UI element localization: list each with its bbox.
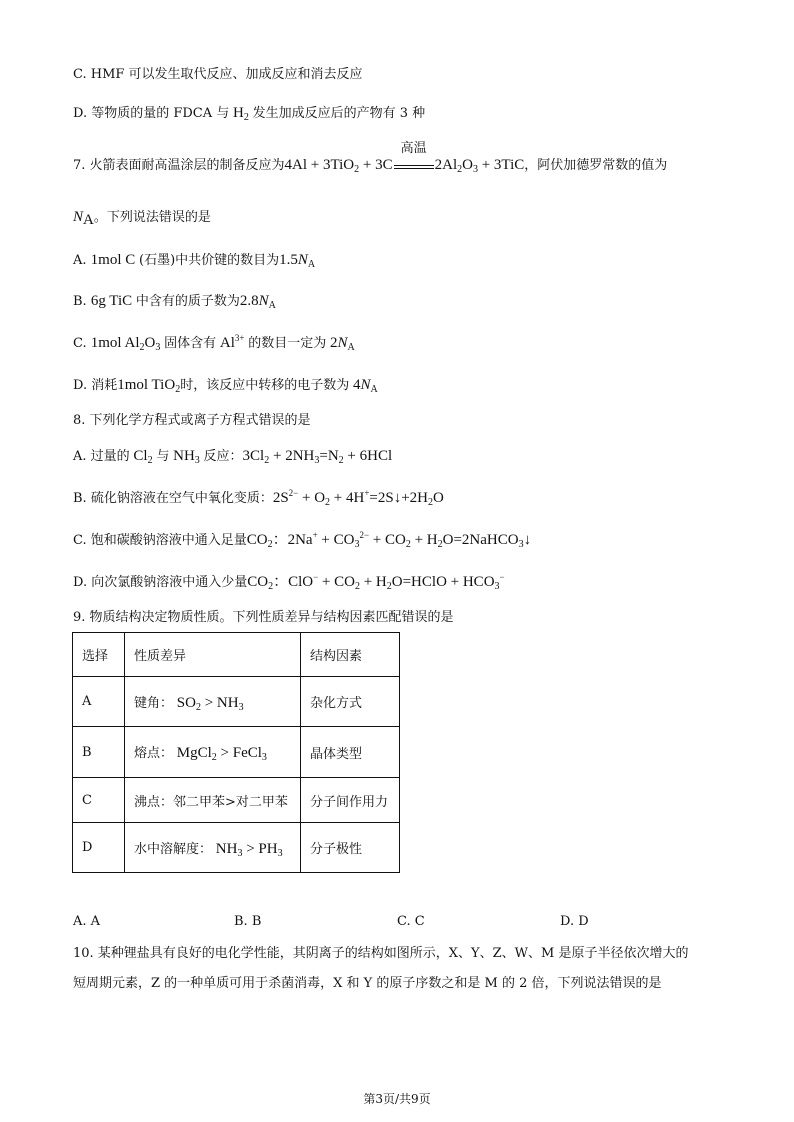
option-d: D. D — [560, 914, 589, 929]
question-10-line2: 短周期元素，Z 的一种单质可用于杀菌消毒，X 和 Y 的原子序数之和是 M 的 2 倍，下列说法错误的是 — [73, 976, 662, 991]
question-7-na: $N_A$。下列说法错误的是 — [73, 209, 211, 228]
table-header: 结构因素 — [301, 633, 400, 677]
q8-option-d: D. 向次氯酸钠溶液中通入少量$CO_2$：$ClO^- + CO_2$ + $H_2O=HClO + HCO_3^-$ — [73, 572, 505, 592]
table-row: C 沸点：邻二甲苯>对二甲苯 分子间作用力 — [73, 778, 400, 823]
q7-option-d: D. 消耗1mol TiO$_2$时，该反应中转移的电子数为 $4N_A$ — [73, 377, 378, 395]
q7-option-a: A. 1mol C (石墨)中共价键的数目为$1.5N_A$ — [73, 252, 316, 270]
table-row: D 水中溶解度： $NH_3 > PH_3$ 分子极性 — [73, 823, 400, 873]
q9-table — [72, 632, 400, 873]
table-header-row — [73, 633, 400, 677]
table-header: 选择 — [73, 633, 125, 677]
question-8: 8. 下列化学方程式或离子方程式错误的是 — [73, 413, 311, 428]
q8-option-c: C. 饱和碳酸钠溶液中通入足量$CO_2$：$2Na^+ + CO_3^{2-} + CO_2$ + $H_2O=2NaHCO_3↓$ — [73, 530, 532, 550]
option-c-hmf: C. HMF 可以发生取代反应、加成反应和消去反应 — [73, 67, 363, 82]
q7-option-b: B. 6g TiC 中含有的质子数为$2.8N_A$ — [73, 293, 276, 311]
q8-option-a: A. 过量的 $Cl_2$ 与 $NH_3$ 反应：$3Cl_2 + 2NH_3=N_2 + 6HCl$ — [73, 448, 393, 466]
question-7: 7. 火箭表面耐高温涂层的制备反应为4Al + 3TiO$_2$ + 3C 高温 $2Al_2O_3 + 3TiC$，阿伏加德罗常数的值为 — [73, 141, 668, 175]
option-c: C. C — [397, 914, 425, 929]
option-d-fdca: D. 等物质的量的 FDCA 与 $H_2$ 发生加成反应后的产物有 3 种 — [73, 105, 426, 123]
option-a: A. A — [73, 914, 101, 929]
option-b: B. B — [234, 914, 262, 929]
question-10-line1: 10. 某种锂盐具有良好的电化学性能，其阴离子的结构如图所示，X、Y、Z、W、M 是原子半径依次增大的 — [73, 946, 689, 961]
question-9: 9. 物质结构决定物质性质。下列性质差异与结构因素匹配错误的是 — [73, 610, 454, 625]
page-footer: 第3页/共9页 — [363, 1092, 431, 1106]
q7-option-c: C. 1mol $Al_2O_3$ 固体含有 $Al^{3+}$ 的数目一定为 $2N_A$ — [73, 333, 355, 353]
table-header: 性质差异 — [125, 633, 301, 677]
table-row: A 键角： $SO_2 > NH_3$ 杂化方式 — [73, 677, 400, 727]
q8-option-b: B. 硫化钠溶液在空气中氧化变质：$2S^{2-} + O_2$ + $4H^+=2S↓+2H_2O$ — [73, 488, 444, 508]
table-row: B 熔点： MgCl$_2$ > FeCl$_3$ 晶体类型 — [73, 727, 400, 778]
reaction-arrow: 高温 — [394, 159, 434, 169]
